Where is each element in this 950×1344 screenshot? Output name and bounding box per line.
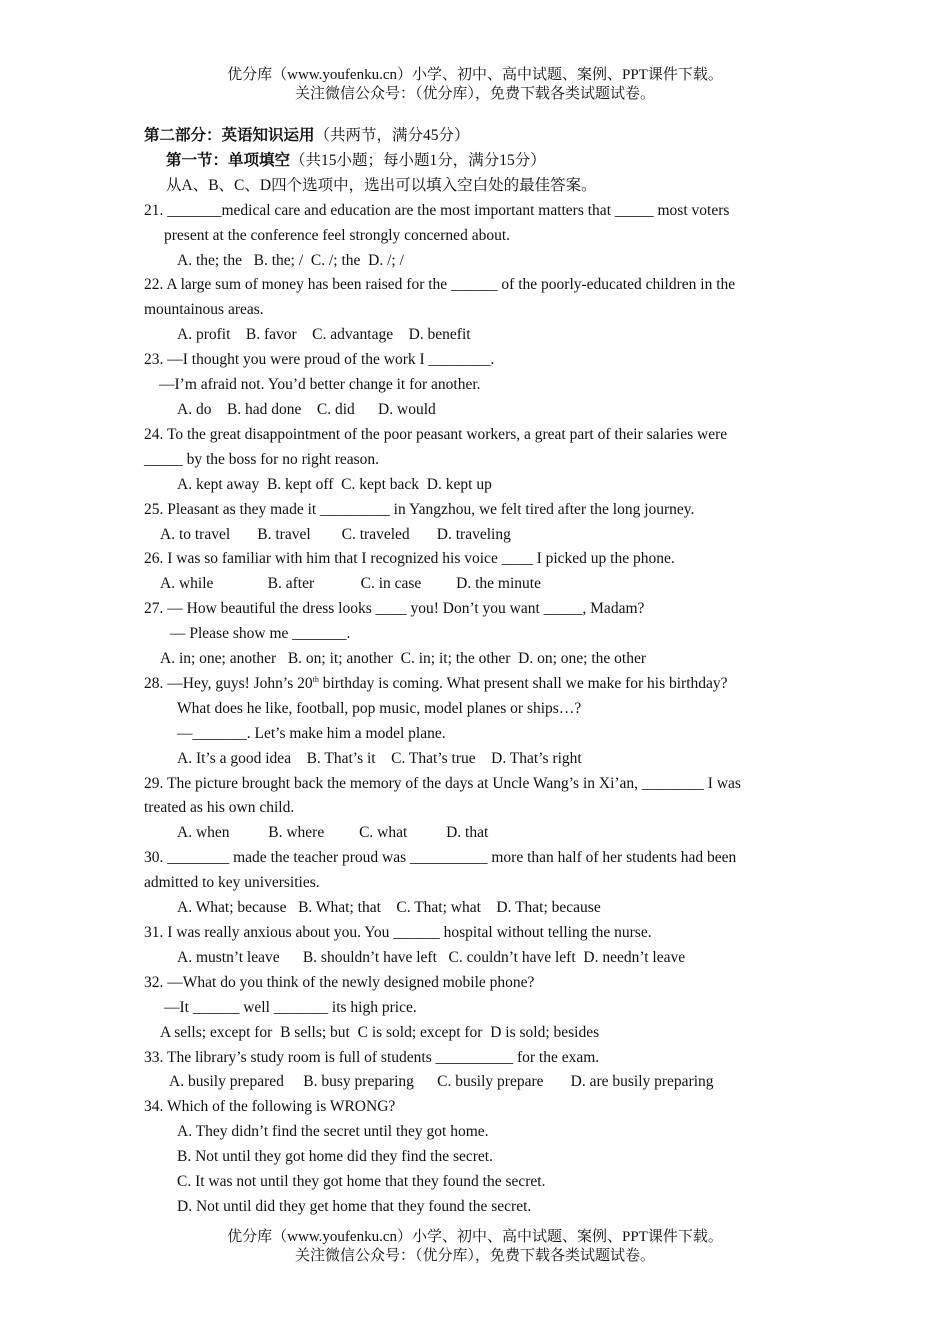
part1-title [144,149,806,174]
question-32 [144,971,806,1046]
section-title-note: （共两节，满分45分） [314,127,470,144]
part1-title-note: （共15小题；每小题1分，满分15分） [290,151,546,169]
question-options: A. busily prepared B. busy preparing C. busily prepare D. are busily preparing [169,1073,714,1091]
exam-content [144,124,806,1220]
question-reply: —I’m afraid not. You’d better change it for another. [159,376,481,394]
question-stem: 34. Which of the following is WRONG? [144,1098,396,1116]
instruction: 从A、B、C、D四个选项中，选出可以填入空白处的最佳答案。 [166,176,597,194]
question-options: A. while B. after C. in case D. the minute [160,575,541,593]
ordinal-suffix: th [312,674,319,684]
question-options: A sells; except for B sells; but C is sold; except for D is sold; besides [160,1023,600,1041]
question-28 [144,672,806,772]
header-line-2: 关注微信公众号：（优分库），免费下载各类试题试卷。 [294,86,655,102]
question-24 [144,423,806,498]
header-line-1: 优分库（www.youfenku.cn）小学、初中、高中试题、案例、PPT课件下载。 [227,67,723,83]
question-options: A. in; one; another B. on; it; another C. in; it; the other D. on; one; the other [160,650,647,668]
footer-line-1: 优分库（www.youfenku.cn）小学、初中、高中试题、案例、PPT课件下载。 [227,1229,723,1245]
section-title-text: 第二部分：英语知识运用 [144,127,315,144]
part1-title-text: 第一节：单项填空 [166,151,291,169]
question-options: A. do B. had done C. did D. would [177,400,436,418]
question-stem: 27. — How beautiful the dress looks ____ you! Don’t you want _____, Madam? [144,600,645,618]
question-stem-continued: What does he like, football, pop music, model planes or ships…? [177,699,582,717]
question-stem-continued: treated as his own child. [144,799,295,817]
option-a: A. They didn’t find the secret until they got home. [177,1123,489,1141]
question-33 [144,1046,806,1096]
question-options: A. It’s a good idea B. That’s it C. That’s true D. That’s right [177,749,582,767]
question-stem: 25. Pleasant as they made it _________ in Yangzhou, we felt tired after the long journey. [144,500,695,518]
question-stem: 24. To the great disappointment of the poor peasant workers, a great part of their salaries were [144,425,728,443]
question-reply: — Please show me _______. [170,625,351,643]
footer-line-2: 关注微信公众号：（优分库），免费下载各类试题试卷。 [294,1248,655,1264]
question-21 [144,199,806,274]
question-stem: 26. I was so familiar with him that I recognized his voice ____ I picked up the phone. [144,550,675,568]
question-stem: 22. A large sum of money has been raised for the ______ of the poorly-educated children in the [144,276,736,294]
question-stem-post: birthday is coming. What present shall we make for his birthday? [318,674,728,692]
option-d: D. Not until did they get home that they found the secret. [177,1197,532,1215]
question-options: A. profit B. favor C. advantage D. benefit [177,326,471,344]
question-stem-continued: present at the conference feel strongly concerned about. [164,226,511,244]
question-23 [144,348,806,423]
question-22 [144,273,806,348]
question-options: A. What; because B. What; that C. That; what D. That; because [177,899,601,917]
question-34 [144,1095,806,1220]
question-stem: 30. ________ made the teacher proud was __________ more than half of her students had been [144,849,737,867]
question-stem-pre: 28. —Hey, guys! John’s 20 [144,674,313,692]
question-30 [144,846,806,921]
option-b: B. Not until they got home did they find the secret. [177,1148,493,1166]
question-stem: 23. —I thought you were proud of the work I ________. [144,351,495,369]
question-reply: —It ______ well _______ its high price. [164,998,417,1016]
question-stem-continued: _____ by the boss for no right reason. [144,450,380,468]
question-25 [144,498,806,548]
question-stem-continued: mountainous areas. [144,301,264,319]
question-options: A. the; the B. the; / C. /; the D. /; / [177,251,404,269]
question-stem-continued: admitted to key universities. [144,874,320,892]
section-title [144,124,806,149]
question-stem: 33. The library’s study room is full of students __________ for the exam. [144,1048,600,1066]
question-stem: 31. I was really anxious about you. You ______ hospital without telling the nurse. [144,924,652,941]
question-options: A. mustn’t leave B. shouldn’t have left C. couldn’t have left D. needn’t leave [177,948,686,966]
page-header [0,66,950,104]
question-options: A. to travel B. travel C. traveled D. traveling [160,525,511,543]
question-stem [144,672,806,697]
question-stem: 29. The picture brought back the memory of the days at Uncle Wang’s in Xi’an, ________ I was [144,774,741,792]
question-26 [144,547,806,597]
question-31 [144,921,806,971]
question-options: A. kept away B. kept off C. kept back D. kept up [177,475,492,493]
question-stem: 32. —What do you think of the newly designed mobile phone? [144,973,535,991]
page-footer [0,1228,950,1266]
option-c: C. It was not until they got home that they found the secret. [177,1173,546,1191]
question-29 [144,772,806,847]
question-options: A. when B. where C. what D. that [177,824,489,842]
question-27 [144,597,806,672]
question-stem: 21. _______medical care and education are the most important matters that _____ most voters [144,201,730,219]
question-reply: —_______. Let’s make him a model plane. [177,724,446,742]
